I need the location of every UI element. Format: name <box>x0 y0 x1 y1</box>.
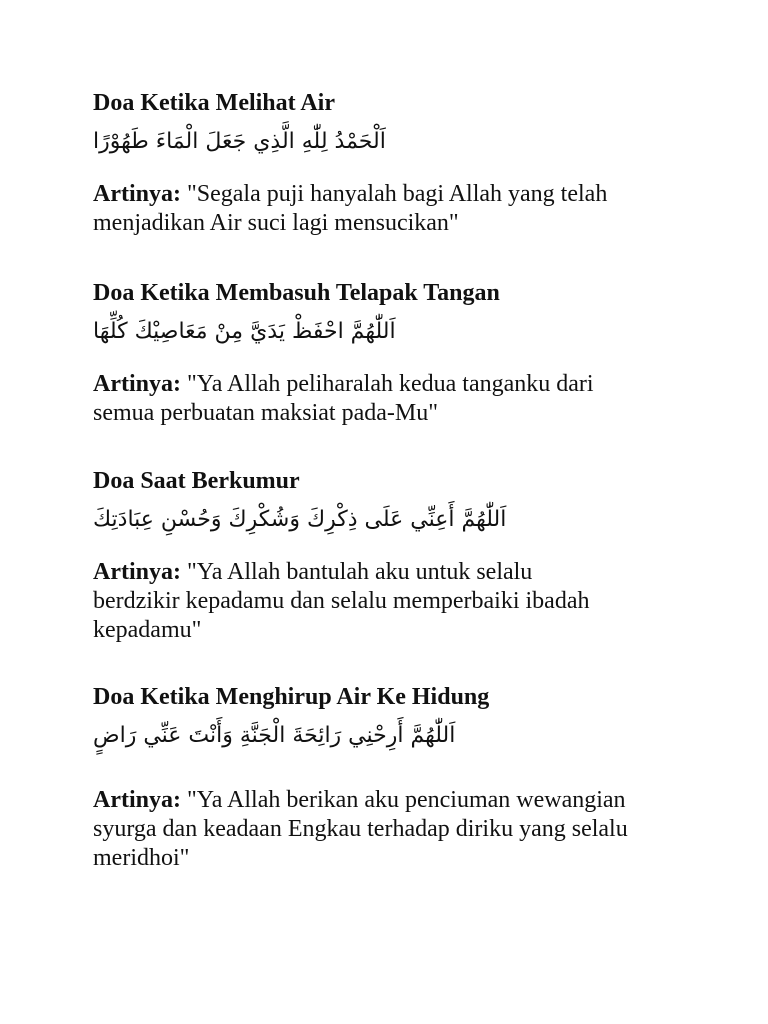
arabic-prayer-text: اَلْحَمْدُ لِلّٰهِ الَّذِي جَعَلَ الْمَاءَ طَهُوْرًا <box>93 129 386 154</box>
arabic-line-wrapper <box>93 496 613 538</box>
meaning-label: Artinya: <box>93 371 181 397</box>
meaning-text: "Ya Allah bantulah aku untuk selalu berdzikir kepadamu dan selalu memperbaiki ibadah kepadamu" <box>93 559 590 643</box>
section-berkumur <box>93 466 613 645</box>
meaning-paragraph <box>93 558 613 645</box>
section-heading: Doa Ketika Melihat Air <box>93 90 335 116</box>
meaning-label: Artinya: <box>93 559 181 585</box>
meaning-paragraph <box>93 370 653 428</box>
section-menghirup-air-ke-hidung <box>93 682 663 873</box>
section-membasuh-telapak-tangan <box>93 278 653 428</box>
meaning-text: "Ya Allah berikan aku penciuman wewangian syurga dan keadaan Engkau terhadap diriku yang selalu meridhoi" <box>93 787 628 871</box>
meaning-paragraph <box>93 786 663 873</box>
arabic-line-wrapper <box>93 308 653 350</box>
meaning-text: "Ya Allah peliharalah kedua tanganku dari semua perbuatan maksiat pada-Mu" <box>93 371 594 426</box>
meaning-label: Artinya: <box>93 181 181 207</box>
meaning-label: Artinya: <box>93 787 181 813</box>
meaning-text: "Segala puji hanyalah bagi Allah yang telah menjadikan Air suci lagi mensucikan" <box>93 181 608 236</box>
meaning-paragraph <box>93 180 653 238</box>
section-melihat-air <box>93 88 653 238</box>
arabic-prayer-text: اَللّٰهُمَّ أَعِنِّي عَلَى ذِكْرِكَ وَشُكْرِكَ وَحُسْنِ عِبَادَتِكَ <box>93 507 507 532</box>
section-heading: Doa Saat Berkumur <box>93 468 300 494</box>
arabic-line-wrapper <box>93 118 653 160</box>
arabic-prayer-text: اَللّٰهُمَّ احْفَظْ يَدَيَّ مِنْ مَعَاصِيْكَ كُلِّهَا <box>93 319 396 344</box>
arabic-prayer-text: اَللّٰهُمَّ أَرِحْنِي رَائِحَةَ الْجَنَّةِ وَأَنْتَ عَنِّي رَاضٍ <box>93 723 456 748</box>
section-heading: Doa Ketika Membasuh Telapak Tangan <box>93 280 500 306</box>
arabic-line-wrapper <box>93 712 663 754</box>
section-heading: Doa Ketika Menghirup Air Ke Hidung <box>93 684 490 710</box>
